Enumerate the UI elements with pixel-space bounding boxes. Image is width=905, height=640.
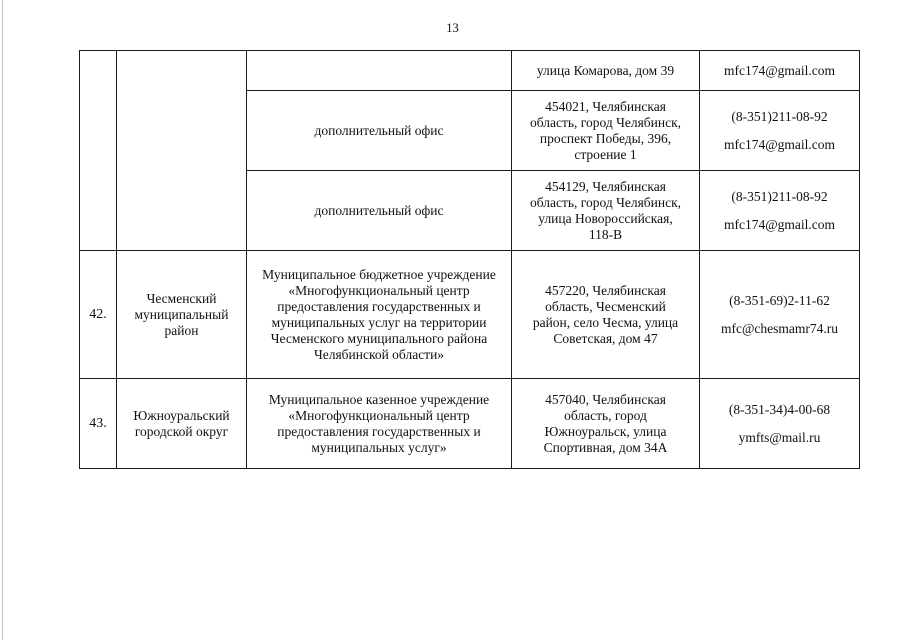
- organization-cell-continued: [247, 51, 512, 91]
- district-cell: Чесменский муниципальный район: [117, 251, 247, 379]
- phone-text: (8-351)211-08-92: [731, 188, 828, 204]
- office-name-cell: дополнительный офис: [247, 171, 512, 251]
- table-row: [80, 379, 860, 469]
- address-cell: улица Комарова, дом 39: [512, 51, 700, 91]
- mfc-registry-table: [79, 50, 860, 469]
- contacts-cell: [700, 91, 860, 171]
- district-cell: Южноуральский городской округ: [117, 379, 247, 469]
- number-cell-continued: [80, 51, 117, 251]
- email-text: mfc@chesmamr74.ru: [720, 320, 839, 336]
- scan-left-edge: [2, 0, 3, 640]
- address-cell: 457040, Челябинская область, город Южноуральск, улица Спортивная, дом 34А: [512, 379, 700, 469]
- email-text: ymfts@mail.ru: [738, 429, 821, 445]
- contacts-cell: [700, 51, 860, 91]
- email-text: mfc174@gmail.com: [723, 62, 836, 78]
- address-cell: 454129, Челябинская область, город Челябинск, улица Новороссийская, 118-В: [512, 171, 700, 251]
- table-row: [80, 51, 860, 91]
- organization-cell: Муниципальное бюджетное учреждение «Многофункциональный центр предоставления государственных и муниципальных услуг на территории Чесменского муниципального района Челябинской области»: [247, 251, 512, 379]
- row-number-cell: 42.: [80, 251, 117, 379]
- email-text: mfc174@gmail.com: [723, 216, 836, 232]
- page-number: 13: [446, 21, 459, 35]
- phone-text: (8-351)211-08-92: [731, 108, 828, 124]
- address-cell: 457220, Челябинская область, Чесменский район, село Чесма, улица Советская, дом 47: [512, 251, 700, 379]
- organization-cell: Муниципальное казенное учреждение «Многофункциональный центр предоставления государственных и муниципальных услуг»: [247, 379, 512, 469]
- contacts-cell: [700, 251, 860, 379]
- district-cell-continued: [117, 51, 247, 251]
- phone-text: (8-351-34)4-00-68: [728, 401, 831, 417]
- contacts-cell: [700, 379, 860, 469]
- table-row: [80, 251, 860, 379]
- phone-text: (8-351-69)2-11-62: [729, 292, 830, 308]
- row-number-cell: 43.: [80, 379, 117, 469]
- contacts-cell: [700, 171, 860, 251]
- office-name-cell: дополнительный офис: [247, 91, 512, 171]
- email-text: mfc174@gmail.com: [723, 136, 836, 152]
- address-cell: 454021, Челябинская область, город Челябинск, проспект Победы, 396, строение 1: [512, 91, 700, 171]
